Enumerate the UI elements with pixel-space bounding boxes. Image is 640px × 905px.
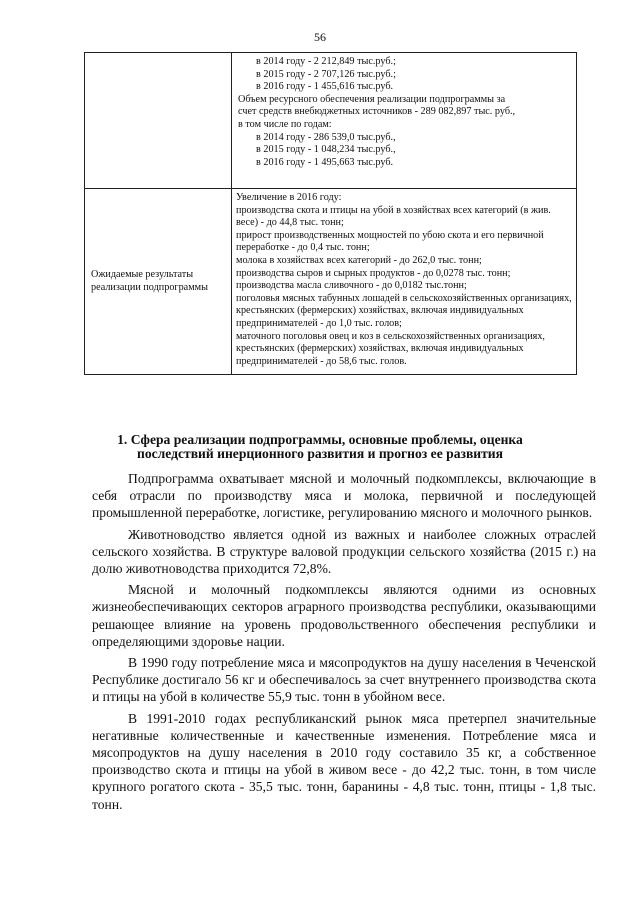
table-row	[85, 53, 577, 189]
funding-line: в 2015 году - 2 707,126 тыс.руб.;	[256, 68, 396, 80]
funding-line: в 2016 году - 1 495,663 тыс.руб.	[256, 156, 394, 168]
subprogram-passport-table	[84, 52, 577, 375]
table-row	[85, 189, 577, 375]
body-paragraph: Подпрограмма охватывает мясной и молочный подкомплексы, включающие в себя отрасли по производству мяса и молока, первичной и последующей промышленной переработке, логистике, регулированию мясного и молочного рынков.	[92, 471, 596, 521]
body-paragraph: Мясной и молочный подкомплексы являются одними из основных жизнеобеспечивающих секторов аграрного производства республики, оказывающими решающее влияние на уровень продовольственного обеспечения республики и определяющими здоровье нации.	[92, 582, 596, 649]
result-line: прирост производственных мощностей по убою скота и его первичной переработке - до 0,4 тыс. тонн;	[236, 229, 544, 254]
page-number: 56	[314, 30, 326, 44]
body-paragraph: В 1991-2010 годах республиканский рынок мяса претерпел значительные негативные количественные и качественные изменения. Потребление мяса и мясопродуктов на душу населения в 2010 году составило 35 кг, а собственное производство скота и птицы на убой в живом весе - до 42,2 тыс. тонн, в том числе крупного рогатого скота - 35,5 тыс. тонн, баранины - 4,8 тыс. тонн, птицы - 1,8 тыс. тонн.	[92, 710, 596, 812]
section-heading: 1. Сфера реализации подпрограммы, основные проблемы, оценка последствий инерционного развития и прогноз ее развития	[117, 432, 523, 461]
expected-results-label: Ожидаемые результаты реализации подпрограммы	[85, 189, 232, 375]
funding-line: в 2014 году - 286 539,0 тыс.руб.,	[256, 131, 396, 143]
expected-results-cell	[232, 189, 577, 375]
funding-line: в 2014 году - 2 212,849 тыс.руб.;	[256, 56, 396, 67]
table-cell-empty	[85, 53, 232, 189]
funding-line: в 2015 году - 1 048,234 тыс.руб.,	[256, 144, 396, 156]
funding-line: в 2016 году - 1 455,616 тыс.руб.	[256, 81, 394, 93]
result-line: производства сыров и сырных продуктов - до 0,0278 тыс. тонн;	[236, 267, 511, 279]
funding-line: счет средств внебюджетных источников - 289 082,897 тыс. руб.,	[238, 106, 516, 118]
body-paragraph: Животноводство является одной из важных и наиболее сложных отраслей сельского хозяйства. В структуре валовой продукции сельского хозяйства (2015 г.) на долю животноводства приходится 72,8%.	[92, 526, 596, 577]
funding-line: Объем ресурсного обеспечения реализации подпрограммы за	[238, 93, 506, 105]
result-line: маточного поголовья овец и коз в сельскохозяйственных организациях, крестьянских (фермерских) хозяйствах, включая индивидуальных предпринимателей - до 58,6 тыс. голов.	[236, 330, 545, 367]
section-body	[92, 470, 596, 817]
result-line: поголовья мясных табунных лошадей в сельскохозяйственных организациях, крестьянских (фермерских) хозяйствах, включая индивидуальных предпринимателей - до 1,0 тыс. голов;	[236, 292, 572, 329]
result-line: Увеличение в 2016 году:	[236, 192, 342, 203]
result-line: производства масла сливочного - до 0,0182 тыс.тонн;	[236, 280, 467, 292]
result-line: производства скота и птицы на убой в хозяйствах всех категорий (в жив. весе) - до 44,8 тыс. тонн;	[236, 204, 551, 229]
funding-cell	[232, 53, 577, 189]
funding-line: в том числе по годам:	[238, 118, 332, 130]
body-paragraph: В 1990 году потребление мяса и мясопродуктов на душу населения в Чеченской Республике достигало 56 кг и обеспечивалось за счет внутреннего производства скота и птицы на убой в количестве 55,9 тыс. тонн в убойном весе.	[92, 655, 596, 705]
result-line: молока в хозяйствах всех категорий - до 262,0 тыс. тонн;	[236, 254, 482, 266]
